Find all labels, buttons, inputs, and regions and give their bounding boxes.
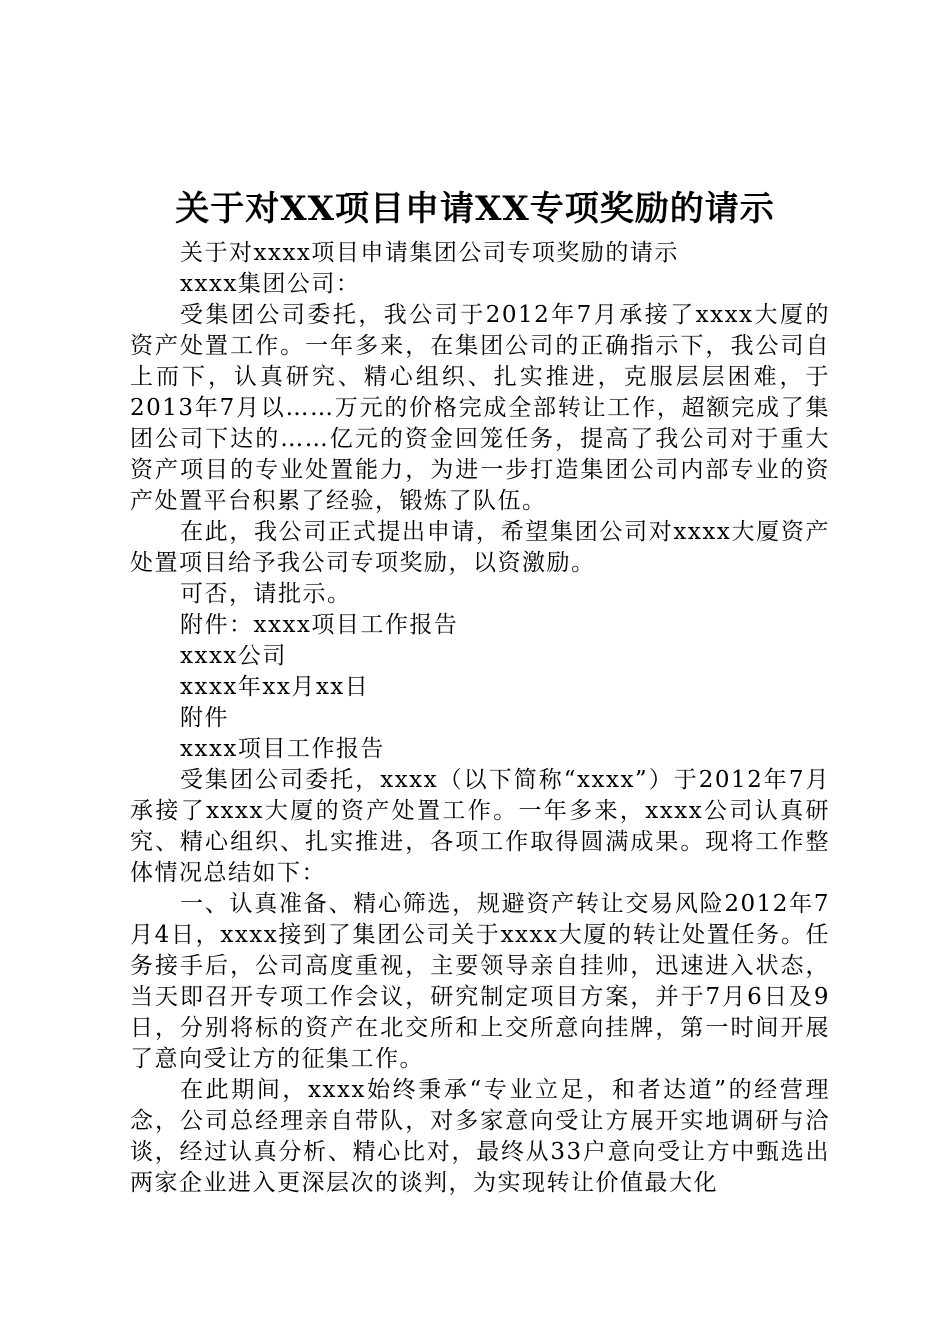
date-line: xxxx年xx月xx日 — [180, 674, 370, 700]
company-signature: xxxx公司 — [180, 643, 287, 669]
recipient-line: xxxx集团公司： — [180, 271, 361, 297]
approval-request-line: 可否，请批示。 — [180, 581, 352, 607]
document-body — [130, 238, 830, 1199]
report-paragraph: 一、认真准备、精心筛选，规避资产转让交易风险2012年7月4日，xxxx接到了集团公司关于xxxx大厦的转让处置任务。任务接手后，公司高度重视，主要领导亲自挂帅，迅速进入状态，当天即召开专项工作会议，研究制定项目方案，并于7月6日及9日，分别将标的资产在北交所和上交所意向挂牌，第一时间开展了意向受让方的征集工作。 — [130, 891, 830, 1072]
report-paragraph: 在此期间，xxxx始终秉承“专业立足，和者达道”的经营理念，公司总经理亲自带队，对多家意向受让方展开实地调研与洽谈，经过认真分析、精心比对，最终从33户意向受让方中甄选出两家企业进入更深层次的谈判，为实现转让价值最大化 — [130, 1077, 830, 1196]
body-paragraph: 受集团公司委托，我公司于2012年7月承接了xxxx大厦的资产处置工作。一年多来，在集团公司的正确指示下，我公司自上而下，认真研究、精心组织、扎实推进，克服层层困难，于2013年7月以……万元的价格完成全部转让工作，超额完成了集团公司下达的……亿元的资金回笼任务，提高了我公司对于重大资产项目的专业处置能力，为进一步打造集团公司内部专业的资产处置平台积累了经验，锻炼了队伍。 — [130, 302, 830, 514]
body-paragraph: 在此，我公司正式提出申请，希望集团公司对xxxx大厦资产处置项目给予我公司专项奖励，以资激励。 — [130, 519, 830, 576]
request-heading: 关于对xxxx项目申请集团公司专项奖励的请示 — [180, 240, 679, 266]
document-title: 关于对XX项目申请XX专项奖励的请示 — [175, 189, 775, 229]
report-title: xxxx项目工作报告 — [180, 736, 385, 762]
attachment-line: 附件：xxxx项目工作报告 — [180, 612, 459, 638]
report-paragraph: 受集团公司委托，xxxx（以下简称“xxxx”）于2012年7月承接了xxxx大厦的资产处置工作。一年多来，xxxx公司认真研究、精心组织、扎实推进，各项工作取得圆满成果。现将工作整体情况总结如下： — [130, 767, 830, 886]
attachment-heading: 附件 — [180, 705, 229, 731]
